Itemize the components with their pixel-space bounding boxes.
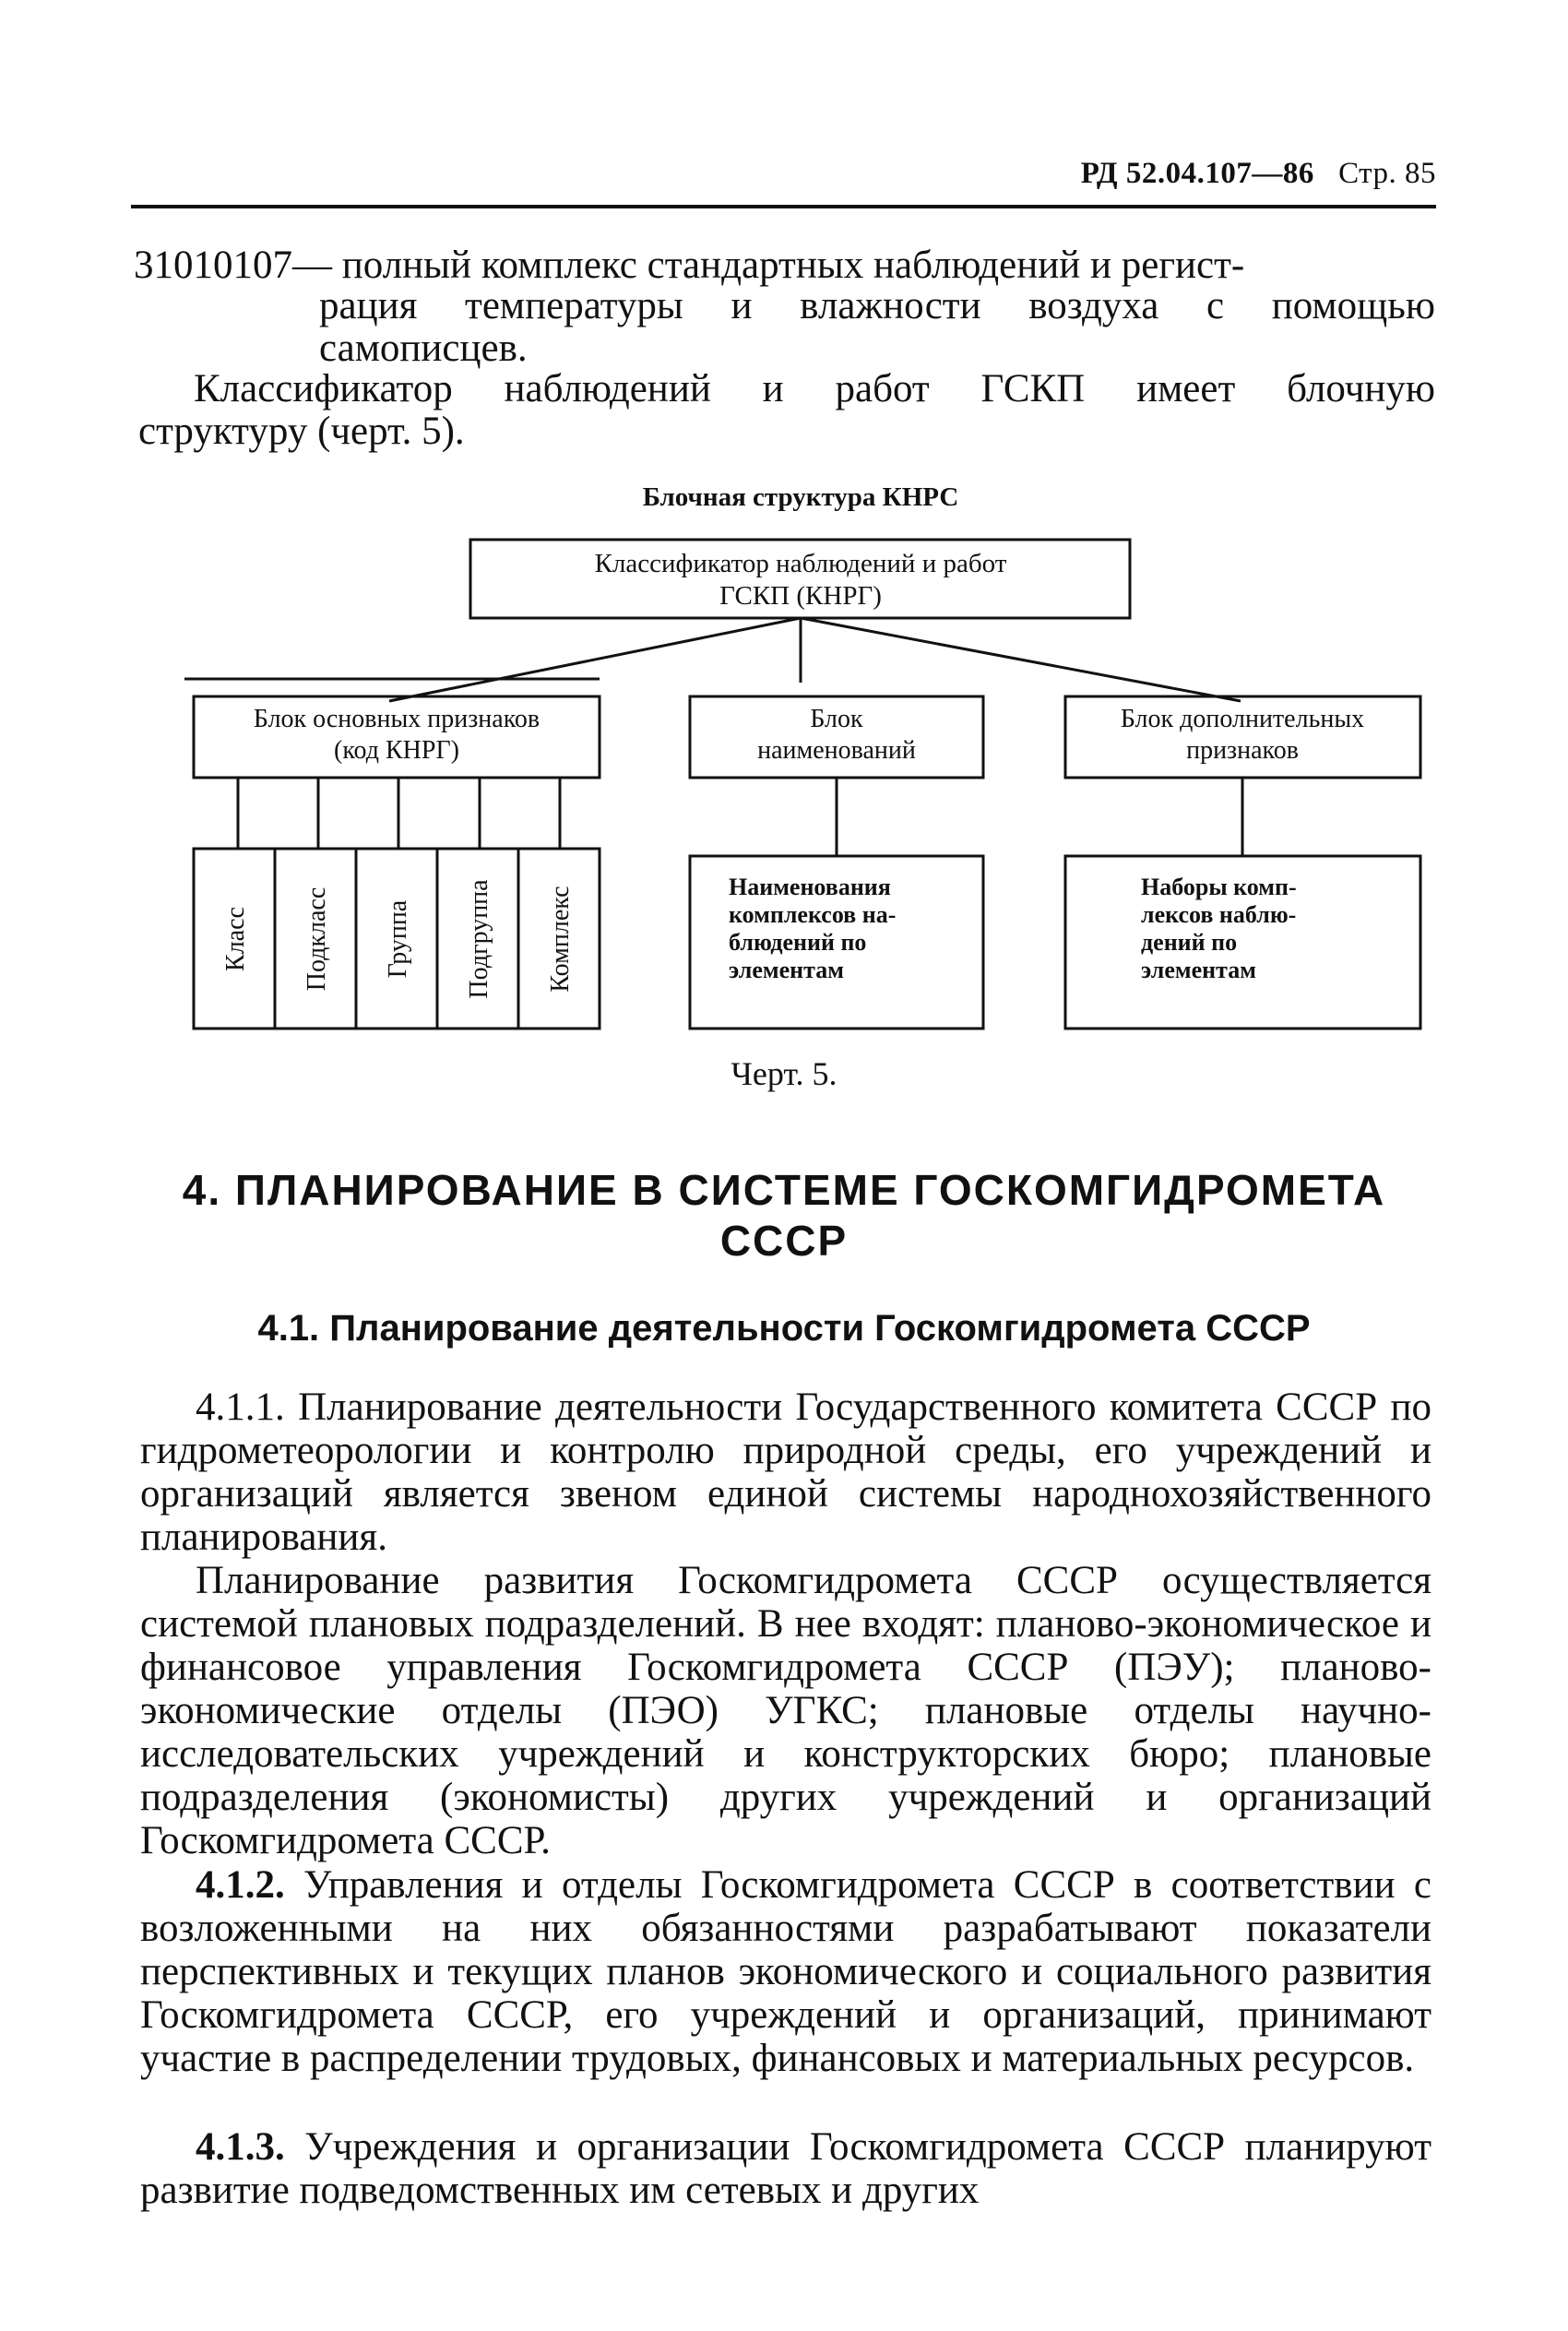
paragraph-4-1-3-text: Учреждения и организации Госкомгидромета СССР планируют развитие подведомственных им сетевых и других xyxy=(140,2125,1431,2212)
connector-top-left xyxy=(389,618,801,701)
column-complex: Комплекс xyxy=(546,886,575,993)
block-right-line-1: Блок дополнительных xyxy=(1120,705,1365,733)
figure-caption: Черт. 5. xyxy=(731,1055,837,1092)
section-title-line-1: 4. ПЛАНИРОВАНИЕ В СИСТЕМЕ ГОСКОМГИДРОМЕТА xyxy=(182,1166,1386,1214)
block-structure-diagram xyxy=(0,0,1568,1107)
paragraph-4-1-1: 4.1.1. Планирование деятельности Государственного комитета СССР по гидрометеорологии и контролю природной среды, его учреждений и организаций является звеном единой системы народнохозяйственного планирования. xyxy=(140,1386,1431,1559)
intro-line-5: структуру (черт. 5). xyxy=(138,410,465,453)
sets-line-3: дений по xyxy=(1141,929,1238,956)
column-subgroup: Подгруппа xyxy=(465,879,493,999)
names-line-4: элементам xyxy=(729,957,844,983)
block-left-line-1: Блок основных признаков xyxy=(253,705,540,733)
diagram-title: Блочная структура КНРС xyxy=(642,482,959,512)
connector-top-right xyxy=(801,618,1241,701)
column-group: Группа xyxy=(384,899,412,979)
column-class: Класс xyxy=(221,907,250,971)
names-line-1: Наименования xyxy=(729,874,891,900)
sets-line-2: лексов наблю- xyxy=(1141,901,1297,928)
names-line-3: блюдений по xyxy=(729,929,867,956)
complex-code: 31010107 xyxy=(134,244,292,287)
document-code: РД 52.04.107—86 xyxy=(1080,157,1314,190)
paragraph-4-1-2-number: 4.1.2. xyxy=(196,1863,285,1907)
top-box-line-2: ГСКП (КНРГ) xyxy=(719,581,882,611)
block-mid-line-2: наименований xyxy=(757,736,916,765)
paragraph-4-1-2-text: Управления и отделы Госкомгидромета СССР в соответствии с возложенными на них обязанностями разрабатывают показатели перспективных и текущих планов экономического и социального развития Госкомгидромета СССР, его учреждений и организаций, принимают участие в распределении трудовых, финансовых и материальных ресурсов. xyxy=(140,1863,1431,2080)
intro-line-4: Классификатор наблюдений и работ ГСКП имеет блочную xyxy=(194,367,1435,410)
sets-line-4: элементам xyxy=(1141,957,1256,983)
column-subclass: Подкласс xyxy=(303,886,331,992)
intro-line-3: самописцев. xyxy=(319,327,528,370)
block-right-line-2: признаков xyxy=(1186,736,1299,765)
section-title-line-2: СССР xyxy=(719,1217,849,1265)
complex-description: — полный комплекс стандартных наблюдений и регист- xyxy=(292,244,1245,287)
intro-line-2: рация температуры и влажности воздуха с помощью xyxy=(319,284,1435,327)
paragraph-4-1-3-number: 4.1.3. xyxy=(196,2125,285,2169)
subsection-title: 4.1. Планирование деятельности Госкомгидромета СССР xyxy=(257,1308,1311,1349)
paragraph-4-1-2 xyxy=(140,1863,1431,2080)
block-left-line-2: (код КНРГ) xyxy=(334,736,459,765)
block-mid-line-1: Блок xyxy=(810,705,863,733)
paragraph-4-1-3 xyxy=(140,2125,1431,2212)
sets-line-1: Наборы комп- xyxy=(1141,874,1297,900)
paragraph-planning-development: Планирование развития Госкомгидромета СССР осуществляется системой плановых подразделений. В нее входят: планово-экономическое и финансовое управления Госкомгидромета СССР (ПЭУ); планово-экономические отделы (ПЭО) УГКС; плановые отделы научно-исследовательских учреждений и конструкторских бюро; плановые подразделения (экономисты) других учреждений и организаций Госкомгидромета СССР. xyxy=(140,1559,1431,1862)
top-box-line-1: Классификатор наблюдений и работ xyxy=(594,549,1007,578)
page-number: Стр. 85 xyxy=(1338,157,1436,190)
names-line-2: комплексов на- xyxy=(729,901,897,928)
